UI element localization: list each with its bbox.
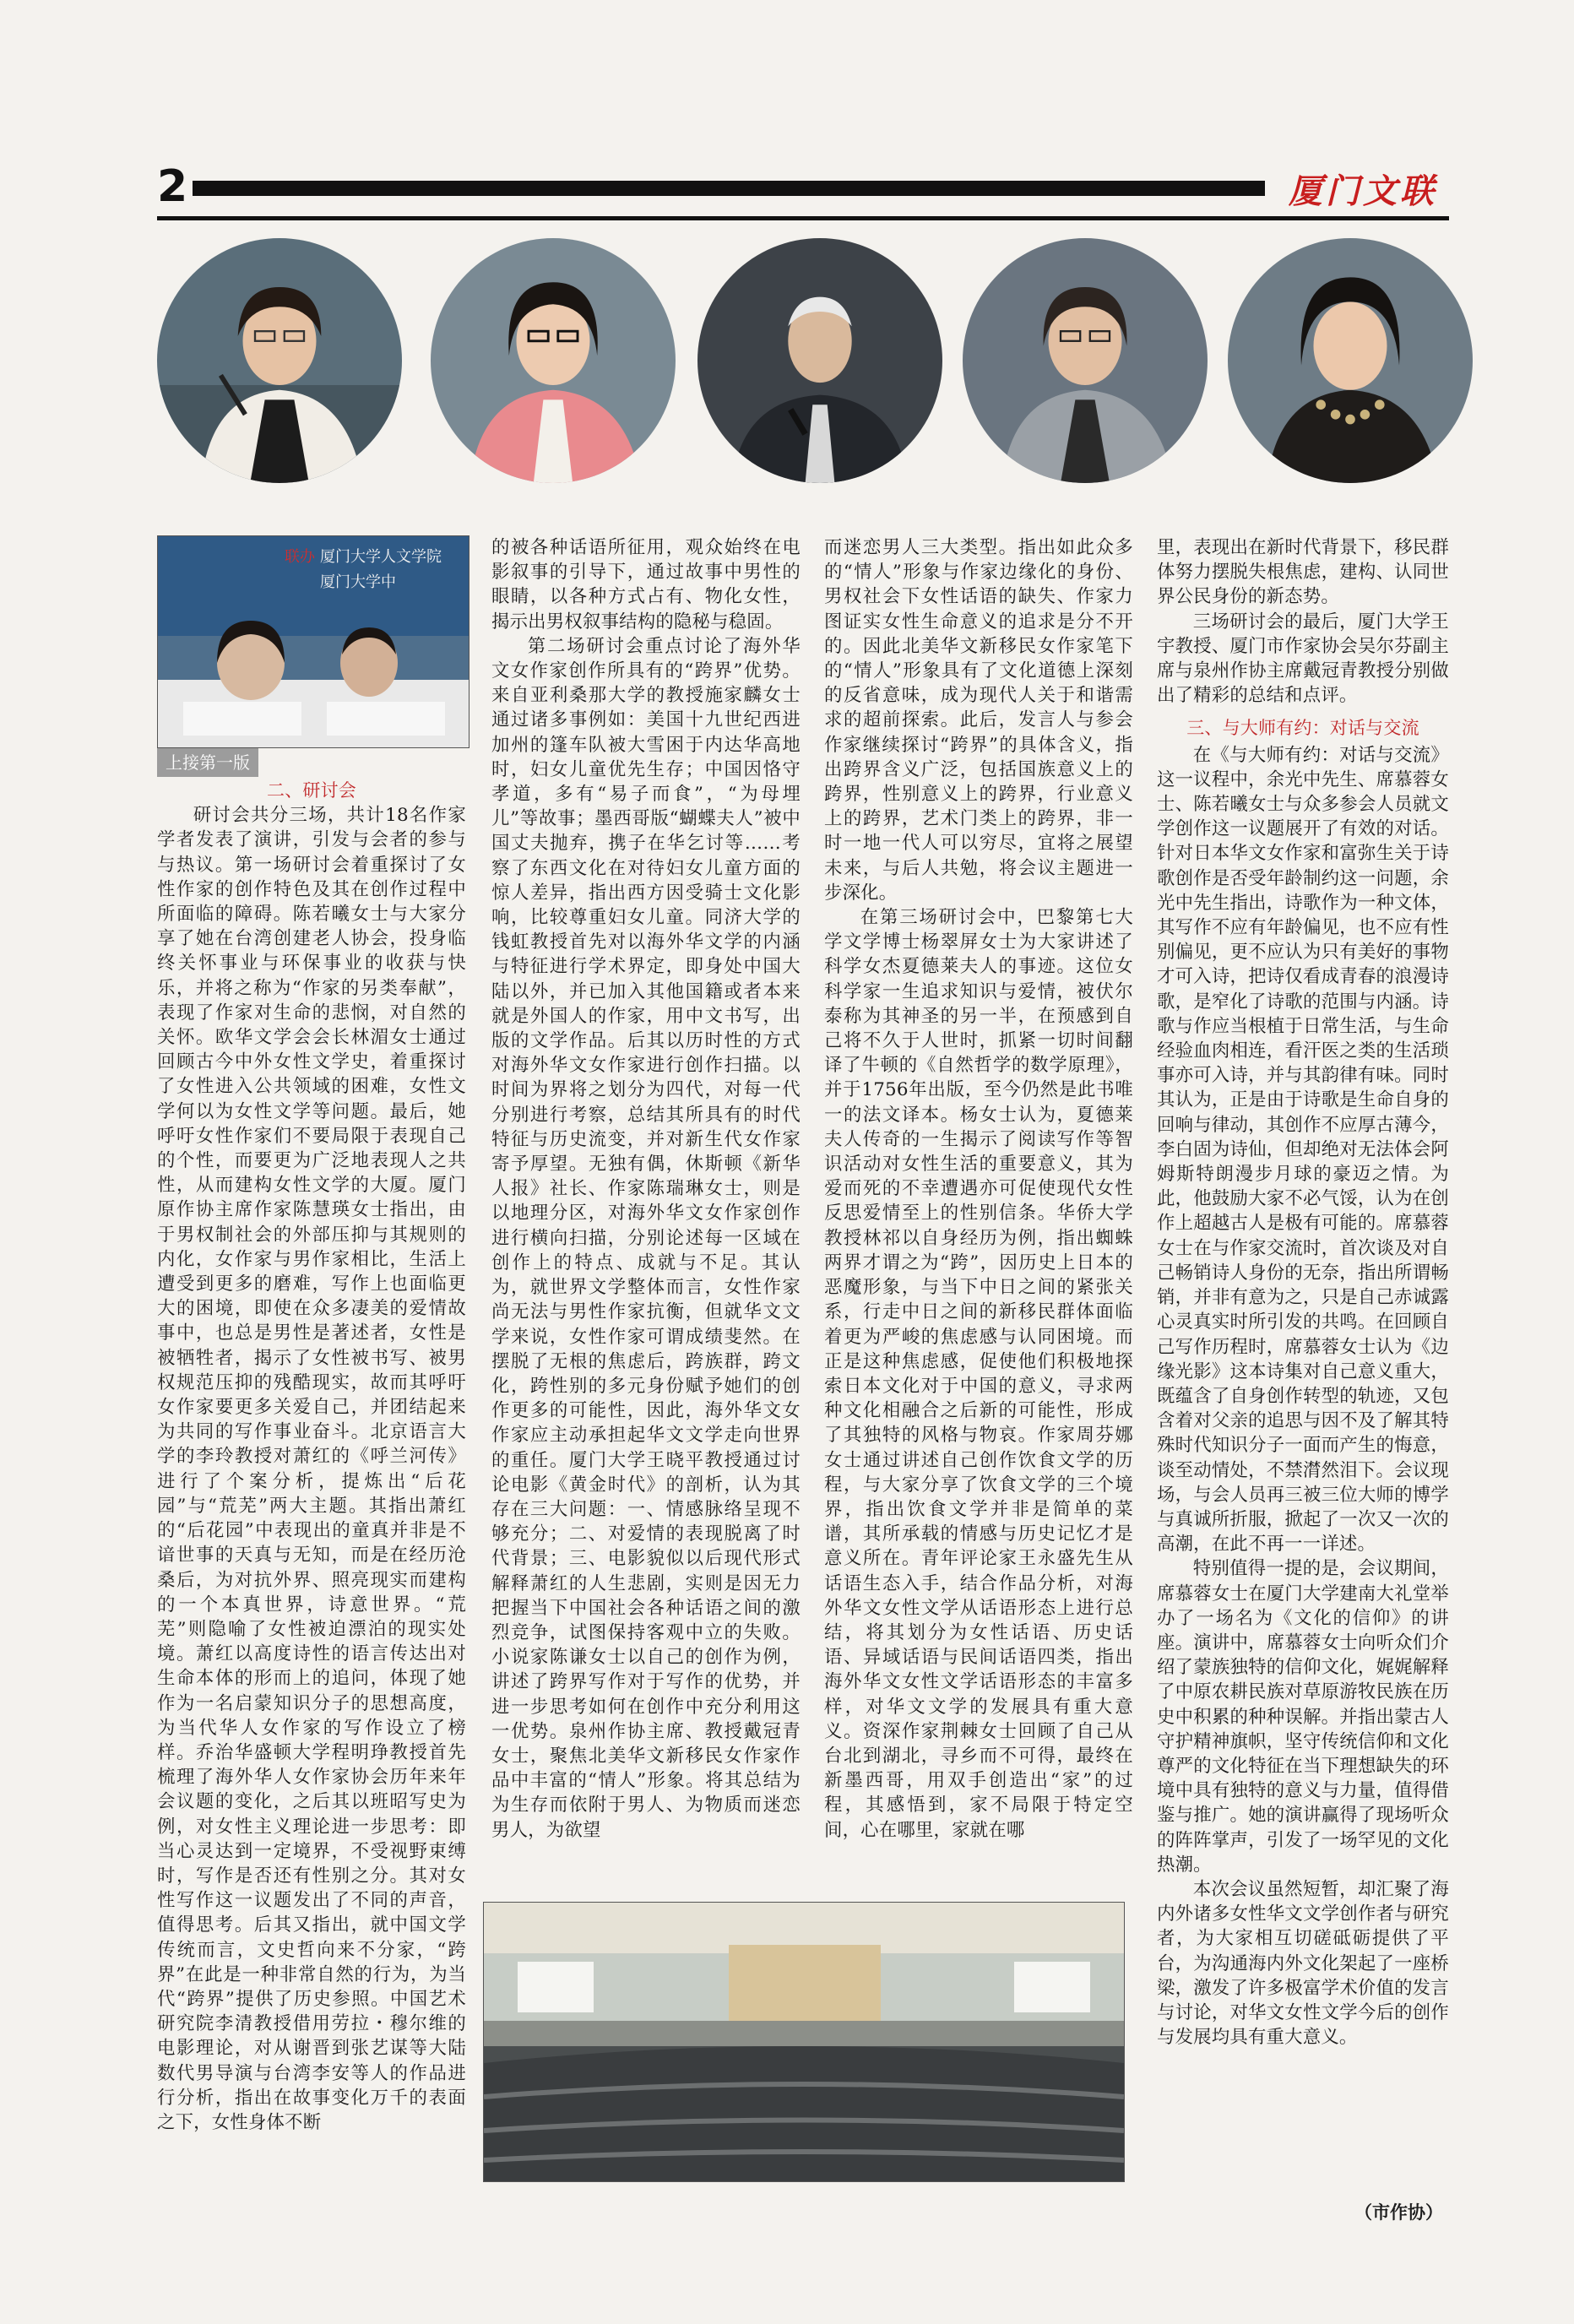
column-2 — [491, 535, 801, 1890]
portrait-speaker-1 — [157, 238, 402, 483]
column-1 — [157, 779, 466, 2172]
banner-text-1: 联办 — [285, 548, 315, 566]
photo-caption: 上接第一版 — [157, 748, 258, 777]
column-4-paragraph: 三场研讨会的最后，厦门大学王宇教授、厦门市作家协会吴尔芬副主席与泉州作协主席戴冠青教授分别做出了精彩的总结和点评。 — [1157, 611, 1449, 707]
portrait-speaker-4 — [963, 238, 1208, 483]
column-4-paragraph: 里，表现出在新时代背景下，移民群体努力摆脱失根焦虑，建构、认同世界公民身份的新态势。 — [1157, 537, 1449, 608]
masthead-rule — [157, 216, 1449, 220]
section-heading-masters: 三、与大师有约：对话与交流 — [1186, 718, 1419, 739]
portrait-speaker-2 — [431, 238, 676, 483]
column-3-paragraph: 在第三场研讨会中，巴黎第七大学文学博士杨翠屏女士为大家讲述了科学女杰夏德莱夫人的事迹。这位女科学家一生追求知识与爱情，被伏尔泰称为其神圣的另一半，在预感到自己将不久于人世时，抓紧一切时间翻译了牛顿的《自然哲学的数学原理》，并于1756年出版，至今仍然是此书唯一的法文译本。杨女士认为，夏德莱夫人传奇的一生揭示了阅读写作等智识活动对女性生活的重要意义，其为爱而死的不幸遭遇亦可促使现代女性反思爱情至上的性别信条。华侨大学教授林祁以自身经历为例，指出蜘蛛两界才谓之为“跨”，因历史上日本的恶魔形象，与当下中日之间的紧张关系，行走中日之间的新移民群体面临着更为严峻的焦虑感与认同困境。而正是这种焦虑感，促使他们积极地探索日本文化对于中国的意义，寻求两种文化相融合之后新的可能性，形成了其独特的风格与物哀。作家周芬娜女士通过讲述自己创作饮食文学的历程，与大家分享了饮食文学的三个境界，指出饮食文学并非是简单的菜谱，其所承载的情感与历史记忆才是意义所在。青年评论家王永盛先生从话语生态入手，结合作品分析，对海外华文女性文学从话语形态上进行总结，将其划分为女性话语、历史话语、异域话语与民间话语四类，指出海外华文女性文学话语形态的丰富多样，对华文文学的发展具有重大意义。资深作家荆棘女士回顾了自己从台北到湖北，寻乡而不可得，最终在新墨西哥，用双手创造出“家”的过程，其感悟到，家不局限于特定空间，心在哪里，家就在哪 — [824, 907, 1133, 1841]
column-3 — [824, 535, 1133, 1890]
column-4-paragraph: 在《与大师有约：对话与交流》这一议程中，余光中先生、席慕蓉女士、陈若曦女士与众多参会人员就文学创作这一议题展开了有效的对话。针对日本华文女作家和富弥生关于诗歌创作是否受年龄制约这一问题，余光中先生指出，诗歌作为一种文体，其写作不应有年龄偏见，也不应有性别偏见，更不应认为只有美好的事物才可入诗，把诗仅看成青春的浪漫诗歌，是窄化了诗歌的范围与内涵。诗歌与作应当根植于日常生活，与生命经验血肉相连，看汗医之类的生活琐事亦可入诗，并与其韵律有味。同时其认为，正是由于诗歌是生命自身的回响与律动，其创作不应厚古薄今，李白固为诗仙，但却绝对无法体会阿姆斯特朗漫步月球的豪迈之情。为此，他鼓励大家不必气馁，认为在创作上超越古人是极有可能的。席慕蓉女士在与作家交流时，首次谈及对自己畅销诗人身份的无奈，指出所谓畅销，并非有意为之，只是自己赤诚露心灵真实时所引发的共鸣。在回顾自己写作历程时，席慕蓉女士认为《边缘光影》这本诗集对自己意义重大，既蕴含了自身创作转型的轨迹，又包含着对父亲的追思与因不及了解其特殊时代知识分子一面而产生的悔意，谈至动情处，不禁潸然泪下。会议现场，与会人员再三被三位大师的博学与真诚所折服，掀起了一次又一次的高潮，在此不再一一详述。 — [1157, 744, 1449, 1556]
portrait-speaker-5 — [1228, 238, 1473, 483]
column-4-paragraph: 特别值得一提的是，会议期间，席慕蓉女士在厦门大学建南大礼堂举办了一场名为《文化的信仰》的讲座。演讲中，席慕蓉女士向听众们介绍了蒙族独特的信仰文化，娓娓解释了中原农耕民族对草原游牧民族在历史中积累的种种误解。并指出蒙古人守护精神旗帜，坚守传统信仰和文化尊严的文化特征在当下理想缺失的环境中具有独特的意义与力量，值得借鉴与推广。她的演讲赢得了现场听众的阵阵掌声，引发了一场罕见的文化热潮。 — [1157, 1558, 1449, 1876]
auditorium-photo — [483, 1902, 1125, 2182]
column-3-paragraph: 而迷恋男人三大类型。指出如此众多的“情人”形象与作家边缘化的身份、男权社会下女性话语的缺失、作家力图证实女性生命意义的追求是分不开的。因此北美华文新移民女作家笔下的“情人”形象具有了文化道德上深刻的反省意味，成为现代人关于和谐需求的超前探索。此后，发言人与参会作家继续探讨“跨界”的具体含义，指出跨界含义广泛，包括国族意义上的跨界，性别意义上的跨界，行业意义上的跨界，艺术门类上的跨界，非一时一地一代人可以穷尽，宜将之展望未来，与后人共勉，将会议主题进一步深化。 — [824, 537, 1133, 904]
author-signature: （市作协） — [1354, 2202, 1443, 2223]
column-2-paragraph: 第二场研讨会重点讨论了海外华文女作家创作所具有的“跨界”优势。来自亚利桑那大学的教授施家麟女士通过诸多事例如：美国十九世纪西进加州的篷车队被大雪困于内达华高地时，妇女儿童优先生存；中国因恪守孝道，多有“易子而食”，“为母埋儿”等故事；墨西哥版“蝴蝶夫人”被中国丈夫抛弃，携子在华乞讨等……考察了东西文化在对待妇女儿童方面的惊人差异，指出西方因受骑士文化影响，比较尊重妇女儿童。同济大学的钱虹教授首先对以海外华文学的内涵与特征进行学术界定，即身处中国大陆以外，并已加入其他国籍或者本来就是外国人的作家，用中文书写，出版的文学作品。后其以历时性的方式对海外华文女作家进行创作扫描。以时间为界将之划分为四代，对每一代分别进行考察，总结其所具有的时代特征与历史流变，并对新生代女作家寄予厚望。无独有偶，休斯顿《新华人报》社长、作家陈瑞琳女士，则是以地理分区，对海外华文女作家创作进行横向扫描，分别论述每一区域在创作上的特点、成就与不足。其认为，就世界文学整体而言，女性作家尚无法与男性作家抗衡，但就华文文学来说，女性作家可谓成绩斐然。在摆脱了无根的焦虑后，跨族群，跨文化，跨性别的多元身份赋予她们的创作更多的可能性，因此，海外华文女作家应主动承担起华文文学走向世界的重任。厦门大学王晓平教授通过讨论电影《黄金时代》的剖析，认为其存在三大问题：一、情感脉络呈现不够充分；二、对爱情的表现脱离了时代背景；三、电影貌似以后现代形式解释萧红的人生悲剧，实则是因无力把握当下中国社会各种话语之间的激烈竞争，试图保持客观中立的失败。小说家陈谦女士以自己的创作为例，讲述了跨界写作对于写作的优势，并进一步思考如何在创作中充分利用这一优势。泉州作协主席、教授戴冠青女士，聚焦北美华文新移民女作家作品中丰富的“情人”形象。将其总结为为生存而依附于男人、为物质而迷恋男人，为欲望 — [491, 635, 801, 1841]
column-4 — [1157, 535, 1449, 2191]
masthead-title: 厦门文联 — [1289, 171, 1437, 211]
column-1-paragraph: 研讨会共分三场，共计18名作家学者发表了演讲，引发与会者的参与与热议。第一场研讨会着重探讨了女性作家的创作特色及其在创作过程中所面临的障碍。陈若曦女士与大家分享了她在台湾创建老人协会，投身临终关怀事业与环保事业的收获与快乐，并将之称为“作家的另类奉献”，表现了作家对生命的悲悯，对自然的关怀。欧华文学会会长林湄女士通过回顾古今中外女性文学史，着重探讨了女性进入公共领域的困难，女性文学何以为女性文学等问题。最后，她呼吁女性作家们不要局限于表现自己的个性，而要更为广泛地表现人之共性，从而建构女性文学的大厦。厦门原作协主席作家陈慧瑛女士指出，由于男权制社会的外部压抑与其规则的内化，女作家与男作家相比，生活上遭受到更多的磨难，写作上也面临更大的困境，即使在众多凄美的爱情故事中，也总是男性是著述者，女性是被牺牲者，揭示了女性被书写、被男权规范压抑的残酷现实，故而其呼吁女作家要更多关爱自己，并团结起来为共同的写作事业奋斗。北京语言大学的李玲教授对萧红的《呼兰河传》进行了个案分析，提炼出“后花园”与“荒芜”两大主题。其指出萧红的“后花园”中表现出的童真并非是不谙世事的天真与无知，而是在经历沧桑后，为对抗外界、照亮现实而建构的一个本真世界，诗意世界。“荒芜”则隐喻了女性被迫漂泊的现实处境。萧红以高度诗性的语言传达出对生命本体的形而上的追问，体现了她作为一名启蒙知识分子的思想高度，为当代华人女作家的写作设立了榜样。乔治华盛顿大学程明琤教授首先梳理了海外华人女作家协会历年来年会议题的变化，之后其以班昭写史为例，对女性主义理论进一步思考：即当心灵达到一定境界，不受视野束缚时，写作是否还有性别之分。其对女性写作这一议题发出了不同的声音，值得思考。后其又指出，就中国文学传统而言，文史哲向来不分家，“跨界”在此是一种非常自然的行为，为当代“跨界”提供了历史参照。中国艺术研究院李清教授借用劳拉・穆尔维的电影理论，对从谢晋到张艺谋等大陆数代男导演与台湾李安等人的作品进行分析，指出在故事变化万千的表面之下，女性身体不断 — [157, 805, 466, 2133]
masthead-bar — [193, 181, 1265, 196]
banner-text-2: 厦门大学人文学院 — [320, 548, 442, 566]
page-number: 2 — [157, 161, 188, 212]
section-heading-symposium: 二、研讨会 — [267, 780, 356, 801]
portrait-speaker-3 — [697, 238, 942, 483]
banner-text-3: 厦门大学中 — [320, 573, 396, 591]
column-4-paragraph: 本次会议虽然短暂，却汇聚了海内外诸多女性华文文学创作者与研究者，为大家相互切磋砥砺提供了平台，为沟通海内外文化架起了一座桥梁，激发了许多极富学术价值的发言与讨论，对华文女性文学今后的创作与发展均具有重大意义。 — [1157, 1878, 1449, 2049]
panel-discussion-photo — [157, 535, 469, 748]
column-2-paragraph: 的被各种话语所征用，观众始终在电影叙事的引导下，通过故事中男性的眼睛，以各种方式占有、物化女性，揭示出男权叙事结构的隐秘与稳固。 — [491, 537, 801, 633]
